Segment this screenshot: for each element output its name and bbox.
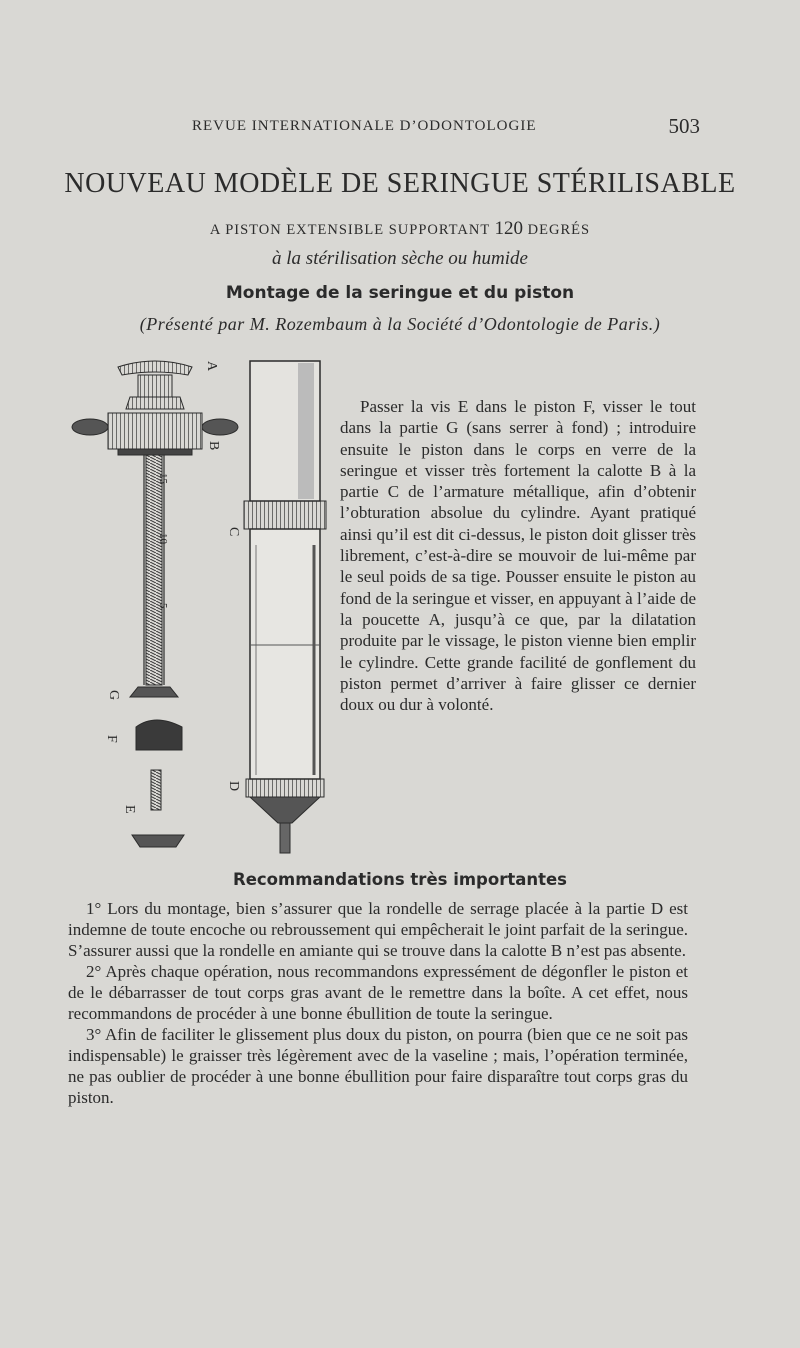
subtitle-number: 120 [494, 218, 524, 239]
recommendations-body [68, 898, 688, 1108]
syringe-illustration [60, 355, 350, 865]
barrel-ring [244, 501, 326, 529]
syringe-figure [60, 355, 350, 865]
page-number: 503 [668, 114, 700, 138]
plunger-rod [146, 455, 162, 685]
plunger-assembly [72, 361, 238, 847]
label-a: A [204, 361, 219, 372]
thumb-knob [118, 361, 192, 375]
cap-wing-right [202, 419, 238, 435]
subtitle-bold: Montage de la seringue et du piston [225, 283, 575, 303]
label-d: D [226, 781, 241, 792]
paragraph: 3° Afin de faciliter le glissement plus doux du piston, on pourra (bien que ce ne soit pas indispensable) le graisser très légèrement avec de la vaseline ; mais, l’opération terminée, ne pas oublier de procéder à une bonne ébullition pour faire disparaître tout corps gras du piston. [68, 1025, 688, 1107]
label-c: C [226, 527, 241, 537]
presented-by: (Présenté par M. Rozembaum à la Société d’Odontologie de Paris.) [139, 314, 661, 334]
subtitle-prefix: A PISTON EXTENSIBLE SUPPORTANT [209, 222, 490, 238]
cap-wing-left [72, 419, 108, 435]
part-f-piston [136, 720, 182, 750]
knob-neck [138, 375, 172, 397]
label-b: B [206, 441, 221, 451]
label-e: E [122, 805, 137, 814]
nozzle-cone [250, 797, 320, 823]
part-g [130, 687, 178, 697]
article-title: NOUVEAU MODÈLE DE SERINGUE STÉRILISABLE [64, 168, 736, 199]
article-subtitle [60, 218, 740, 240]
cap-body [108, 413, 202, 449]
scale-mark: 15 [157, 473, 169, 484]
glass-cylinder [250, 529, 320, 779]
scale-mark: 5 [157, 603, 169, 609]
syringe-barrel [244, 361, 326, 853]
label-g: G [106, 690, 121, 701]
subtitle-suffix: DEGRÉS [527, 222, 591, 238]
scale-mark: 10 [157, 533, 169, 544]
label-f: F [104, 735, 119, 743]
cap-base [118, 449, 192, 455]
paragraph: 2° Après chaque opération, nous recommandons expressément de dégonfler le piston et de le débarrasser de tout corps gras avant de le remettre dans la boîte. A cet effet, nous recommandons de procéder à une bonne ébullition de toute la seringue. [68, 962, 688, 1023]
journal-title: REVUE INTERNATIONALE D’ODONTOLOGIE [192, 118, 537, 134]
part-e-head [132, 835, 184, 847]
paragraph: 1° Lors du montage, bien s’assurer que la rondelle de serrage placée à la partie D est indemne de toute encoche ou rebroussement qui empêcherait le joint parfait de la seringue. S’assurer aussi que la rondelle en amiante qui se trouve dans la calotte B n’est pas absente. [68, 899, 688, 960]
knob-collar [126, 397, 184, 409]
subtitle-italic: à la stérilisation sèche ou humide [272, 248, 528, 269]
side-paragraph: Passer la vis E dans le piston F, visser le tout dans la partie G (sans serrer à fond) ; introduire ensuite le piston dans le corps en verre de la seringue et visser très fortement la calotte B à la partie C de l’armature métallique, afin d’obtenir l’obturation absolue du cylindre. Ayant pratiqué ainsi qu’il est dit ci-dessus, le piston doit glisser très librement, c’est-à-dire se mouvoir de lui-même par le seul poids de sa tige. Pousser ensuite le piston au fond de la seringue et visser, en appuyant à l’aide de la poucette A, jusqu’à ce que, par la dilatation produite par le vissage, le piston vienne bien emplir le cylindre. Cette grande facilité de gonflement du piston permet d’arriver à faire glisser ce dernier doux ou dur à volonté. [340, 397, 696, 715]
recommendations-heading: Recommandations très importantes [233, 870, 567, 889]
part-e-screw [151, 770, 161, 810]
barrel-bottom-ring [246, 779, 324, 797]
nozzle-tip [280, 823, 290, 853]
